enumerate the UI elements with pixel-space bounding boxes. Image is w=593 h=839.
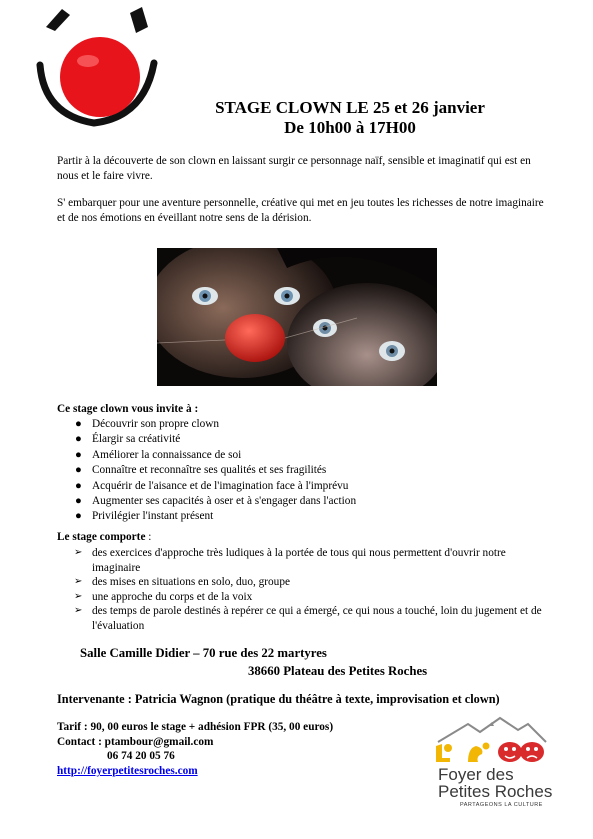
list-item: ● Privilégier l'instant présent (57, 509, 537, 524)
clown-eyes (46, 7, 148, 33)
logo-name-line-2: Petites Roches (438, 782, 553, 801)
photo-red-nose (225, 314, 285, 362)
list-item: ➢ des exercices d'approche très ludiques à la portée de tous qui nous permettent d'ouvrir notre imaginaire (74, 547, 506, 574)
foyer-petites-roches-logo (428, 712, 553, 832)
intervenante: Intervenante : Patricia Wagnon (pratique du théâtre à texte, improvisation et clown) (57, 692, 500, 706)
program-list (57, 546, 547, 634)
arrow-bullet-icon: ➢ (74, 576, 83, 588)
list-item: ● Acquérir de l'aisance et de l'imagination face à l'imprévu (57, 479, 537, 494)
arrow-bullet-icon: ➢ (74, 590, 83, 602)
logo-name-line-1: Foyer des (438, 765, 514, 784)
bullet-icon: ● (75, 510, 82, 523)
bullet-icon: ● (75, 433, 82, 446)
list-item: ➢ des temps de parole destinés à repérer ce qui a émergé, ce qui nous a touché, loin du jugement et de l'évaluation (74, 605, 542, 632)
program-heading: Le stage comporte : (57, 531, 152, 543)
title-line-2: De 10h00 à 17H00 (284, 118, 416, 137)
website-link[interactable]: http://foyerpetitesroches.com (57, 765, 198, 777)
list-item: ● Découvrir son propre clown (57, 417, 537, 432)
invite-heading: Ce stage clown vous invite à : (57, 403, 199, 415)
list-item: ● Augmenter ses capacités à oser et à s'engager dans l'action (57, 494, 537, 509)
title-line-1: STAGE CLOWN LE 25 et 26 janvier (215, 98, 485, 117)
tarif: Tarif : 90, 00 euros le stage + adhésion FPR (35, 00 euros) (57, 721, 334, 733)
list-item: ● Améliorer la connaissance de soi (57, 448, 537, 463)
intro-paragraph-2: S' embarquer pour une aventure personnelle, créative qui met en jeu toutes les richesses de notre imaginaire et de nos émotions en éveillant notre sens de la dérision. (57, 197, 544, 224)
clown-nose (60, 37, 140, 117)
list-item: ➢ des mises en situations en solo, duo, groupe (74, 576, 290, 589)
bullet-icon: ● (75, 464, 82, 477)
list-item: ➢ une approche du corps et de la voix (74, 590, 253, 603)
event-title (150, 98, 550, 138)
venue-address-line-1: Salle Camille Didier – 70 rue des 22 martyres (80, 646, 327, 660)
clowns-photo (157, 248, 437, 386)
bullet-icon: ● (75, 479, 82, 492)
contact-phone: 06 74 20 05 76 (107, 750, 175, 762)
arrow-bullet-icon: ➢ (74, 605, 83, 617)
arrow-bullet-icon: ➢ (74, 547, 83, 558)
venue-address-line-2: 38660 Plateau des Petites Roches (248, 664, 428, 678)
bullet-icon: ● (75, 418, 82, 430)
list-item: ● Connaître et reconnaître ses qualités et ses fragilités (57, 463, 537, 478)
mountain-icon (428, 712, 553, 764)
bullet-icon: ● (75, 448, 82, 461)
logo-tagline: PARTAGEONS LA CULTURE (460, 802, 543, 808)
bullet-icon: ● (75, 495, 82, 508)
invite-list (57, 417, 537, 525)
list-item: ● Élargir sa créativité (57, 432, 537, 447)
contact-email: Contact : ptambour@gmail.com (57, 736, 214, 748)
intro-paragraph-1: Partir à la découverte de son clown en laissant surgir ce personnage naïf, sensible et imaginatif qui est en nous et le faire vivre. (57, 155, 531, 182)
